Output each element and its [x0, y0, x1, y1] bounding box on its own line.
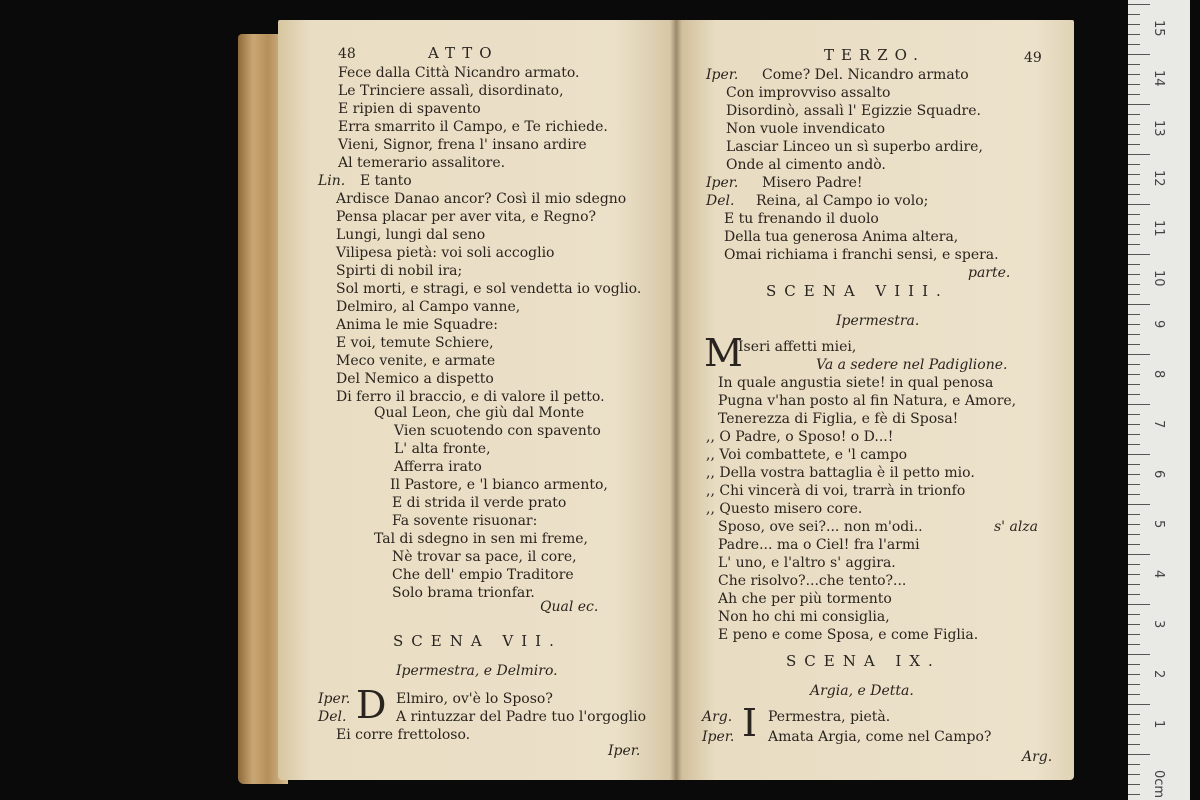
monologue-line: E peno e come Sposa, e come Figlia.	[718, 627, 979, 643]
ruler-tick	[1128, 244, 1140, 245]
stage-direction-rise: s' alza	[994, 519, 1039, 535]
ruler-tick	[1128, 144, 1140, 145]
dialog-line: Misero Padre!	[762, 175, 863, 191]
ruler-tick	[1128, 774, 1140, 775]
speaker-label: Iper.	[706, 67, 739, 83]
ruler-tick	[1128, 464, 1140, 465]
ruler-tick	[1128, 264, 1140, 265]
ruler-tick	[1128, 784, 1140, 785]
ruler-number: 6	[1151, 470, 1166, 479]
speaker-label: Arg.	[702, 709, 733, 725]
ruler-tick	[1128, 594, 1140, 595]
ruler-number: 14	[1151, 70, 1166, 87]
verse-line: Del Nemico a dispetto	[336, 371, 494, 387]
ruler-number: 4	[1151, 570, 1166, 579]
ruler-tick	[1128, 484, 1140, 485]
page-number-right: 49	[1024, 50, 1042, 66]
ruler-tick	[1128, 24, 1140, 25]
drop-cap-m: M	[704, 331, 743, 375]
dialog-line: Amata Argia, come nel Campo?	[768, 729, 992, 745]
left-page	[278, 20, 676, 780]
ruler-number: 11	[1151, 220, 1166, 237]
ruler-number: 3	[1151, 620, 1166, 629]
ruler-number: 9	[1151, 320, 1166, 329]
monologue-line: Tenerezza di Figlia, e fè di Sposa!	[718, 411, 959, 427]
ruler-tick	[1128, 44, 1140, 45]
ruler-tick	[1128, 64, 1140, 65]
verse-line: Meco venite, e armate	[336, 353, 496, 369]
ruler-tick	[1128, 424, 1140, 425]
ruler-tick	[1128, 584, 1140, 585]
ruler-tick	[1128, 284, 1140, 285]
ruler-tick	[1128, 394, 1140, 395]
ruler-tick	[1128, 524, 1140, 525]
aria-line: Il Pastore, e 'l bianco armento,	[390, 477, 608, 493]
ruler-tick	[1128, 54, 1150, 55]
ruler-tick	[1128, 514, 1140, 515]
monologue-line: Ah che per più tormento	[718, 591, 892, 607]
ruler-tick	[1128, 84, 1140, 85]
ruler-tick	[1128, 14, 1140, 15]
ruler-tick	[1128, 694, 1140, 695]
drop-cap-d: D	[356, 683, 387, 727]
verse-line: E voi, temute Schiere,	[336, 335, 494, 351]
ruler-tick	[1128, 624, 1140, 625]
ruler-number: 8	[1151, 370, 1166, 379]
aria-line: Afferra irato	[394, 459, 482, 475]
ruler-number: 5	[1151, 520, 1166, 529]
ruler-tick	[1128, 474, 1140, 475]
ruler-tick	[1128, 564, 1140, 565]
ruler-tick	[1128, 654, 1150, 655]
ruler-tick	[1128, 794, 1140, 795]
aria-line: Nè trovar sa pace, il core,	[392, 549, 577, 565]
ruler-tick	[1128, 674, 1140, 675]
book-gutter	[670, 20, 682, 780]
ruler-tick	[1128, 114, 1140, 115]
speaker-label: Del.	[318, 709, 347, 725]
ruler-tick	[1128, 124, 1140, 125]
monologue-line: ,, O Padre, o Sposo! o D...!	[706, 429, 894, 445]
ruler-number: 12	[1151, 170, 1166, 187]
scene-viii-title: SCENA VIII.	[766, 282, 949, 300]
ruler-tick	[1128, 634, 1140, 635]
scene-vii-title: SCENA VII.	[393, 632, 562, 650]
ruler-number: 13	[1151, 120, 1166, 137]
ruler-tick	[1128, 744, 1140, 745]
ruler-tick	[1128, 404, 1150, 405]
dialog-line: E tu frenando il duolo	[724, 211, 879, 227]
aria-line: Fa sovente risuonar:	[392, 513, 538, 529]
ruler-tick	[1128, 714, 1140, 715]
ruler-tick	[1128, 254, 1150, 255]
verse-line: Fece dalla Città Nicandro armato.	[338, 65, 580, 81]
aria-line: Che dell' empio Traditore	[392, 567, 574, 583]
drop-cap-i: I	[742, 701, 758, 745]
ruler-tick	[1128, 434, 1140, 435]
catchword-left: Iper.	[608, 743, 641, 759]
verse-line: Erra smarrito il Campo, e Te richiede.	[338, 119, 608, 135]
ruler-tick	[1128, 364, 1140, 365]
ruler-tick	[1128, 734, 1140, 735]
speaker-label: Iper.	[702, 729, 735, 745]
scene-ix-title: SCENA IX.	[786, 652, 941, 670]
ruler-tick	[1128, 644, 1140, 645]
ruler-tick	[1128, 724, 1140, 725]
monologue-line: L' uno, e l'altro s' aggira.	[718, 555, 896, 571]
monologue-line: ,, Della vostra battaglia è il petto mio.	[706, 465, 975, 481]
ruler-tick	[1128, 684, 1140, 685]
aria-end: Qual ec.	[540, 599, 599, 615]
aria-line: Solo brama trionfar.	[392, 585, 535, 601]
ruler-tick	[1128, 574, 1140, 575]
ruler-tick	[1128, 104, 1150, 105]
verse-line: Ardisce Danao ancor? Così il mio sdegno	[336, 191, 627, 207]
right-page	[676, 20, 1074, 780]
lin-first-line: E tanto	[360, 173, 412, 189]
ruler-tick	[1128, 344, 1140, 345]
verse-line: Vilipesa pietà: voi soli accoglio	[336, 245, 555, 261]
ruler-tick	[1128, 604, 1150, 605]
ruler-tick	[1128, 294, 1140, 295]
ruler-tick	[1128, 34, 1140, 35]
ruler-tick	[1128, 314, 1140, 315]
verse-line: Delmiro, al Campo vanne,	[336, 299, 521, 315]
verse-line: Al temerario assalitore.	[338, 155, 506, 171]
monologue-line: ,, Voi combattete, e 'l campo	[706, 447, 908, 463]
verse-line: Lungi, lungi dal seno	[336, 227, 486, 243]
aria-line: Tal di sdegno in sen mi freme,	[374, 531, 588, 547]
verse-line: Anima le mie Squadre:	[336, 317, 498, 333]
page-number-left: 48	[338, 46, 356, 62]
verse-line: Pensa placar per aver vita, e Regno?	[336, 209, 596, 225]
dialog-line: Lasciar Linceo un sì superbo ardire,	[726, 139, 983, 155]
dialog-line: Ei corre frettoloso.	[336, 727, 471, 743]
dialog-line: Disordinò, assalì l' Egizzie Squadre.	[726, 103, 981, 119]
ruler-tick	[1128, 194, 1140, 195]
ruler-tick	[1128, 184, 1140, 185]
verse-line: Sol morti, e stragi, e sol vendetta io voglio.	[336, 281, 642, 297]
verse-line: Spirti di nobil ira;	[336, 263, 463, 279]
ruler-tick	[1128, 224, 1140, 225]
dialog-line: Della tua generosa Anima altera,	[724, 229, 959, 245]
ruler-tick	[1128, 74, 1140, 75]
ruler-tick	[1128, 384, 1140, 385]
ruler-tick	[1128, 494, 1140, 495]
stage-direction-sit: Va a sedere nel Padiglione.	[816, 357, 1008, 373]
ruler-tick	[1128, 334, 1140, 335]
monologue-line: ,, Chi vincerà di voi, trarrà in trionfo	[706, 483, 966, 499]
verse-line: E ripien di spavento	[338, 101, 481, 117]
speaker-label: Del.	[706, 193, 735, 209]
dialog-line: Onde al cimento andò.	[726, 157, 886, 173]
monologue-line: Pugna v'han posto al fin Natura, e Amore,	[718, 393, 1017, 409]
ruler-tick	[1128, 204, 1150, 205]
exit-direction: parte.	[968, 265, 1011, 281]
monologue-line: ,, Questo misero core.	[706, 501, 863, 517]
running-head-right: TERZO.	[824, 46, 925, 64]
monologue-line: Che risolvo?...che tento?...	[718, 573, 907, 589]
speaker-lin: Lin.	[318, 173, 346, 189]
ruler-tick	[1128, 454, 1150, 455]
catchword-right: Arg.	[1022, 749, 1053, 765]
ruler-tick	[1128, 134, 1140, 135]
sposo-line: Sposo, ove sei?... non m'odi..	[718, 519, 923, 535]
dialog-line: Come? Del. Nicandro armato	[762, 67, 969, 83]
running-head-left: ATTO	[428, 44, 499, 62]
monologue-line: In quale angustia siete! in qual penosa	[718, 375, 994, 391]
speaker-label: Iper.	[318, 691, 351, 707]
ruler-tick	[1128, 504, 1150, 505]
ruler-number: 10	[1151, 270, 1166, 287]
ruler-tick	[1128, 414, 1140, 415]
dialog-line: Reina, al Campo io volo;	[756, 193, 929, 209]
open-book	[238, 20, 1074, 785]
ruler-tick	[1128, 444, 1140, 445]
dialog-line: Omai richiama i franchi sensi, e spera.	[724, 247, 999, 263]
monologue-line: Padre... ma o Ciel! fra l'armi	[718, 537, 920, 553]
ruler-number: 7	[1151, 420, 1166, 429]
scene-viii-characters: Ipermestra.	[836, 313, 920, 329]
ruler-tick	[1128, 234, 1140, 235]
ruler-tick	[1128, 534, 1140, 535]
ruler-tick	[1128, 614, 1140, 615]
ruler-tick	[1128, 544, 1140, 545]
ruler-tick	[1128, 94, 1140, 95]
ruler-tick	[1128, 4, 1150, 5]
ruler-tick	[1128, 764, 1140, 765]
dialog-line: Non vuole invendicato	[726, 121, 886, 137]
ruler-tick	[1128, 154, 1150, 155]
monologue-line: Non ho chi mi consiglia,	[718, 609, 890, 625]
ruler-tick	[1128, 554, 1150, 555]
ruler-number: 0cm	[1151, 770, 1166, 799]
measurement-ruler	[1128, 0, 1190, 800]
verse-line: Le Trinciere assalì, disordinato,	[338, 83, 564, 99]
ruler-tick	[1128, 754, 1150, 755]
verse-line: Vieni, Signor, frena l' insano ardire	[338, 137, 587, 153]
ruler-tick	[1128, 664, 1140, 665]
aria-line: L' alta fronte,	[394, 441, 491, 457]
scene-ix-characters: Argia, e Detta.	[810, 683, 914, 699]
ruler-tick	[1128, 374, 1140, 375]
dialog-line: Permestra, pietà.	[768, 709, 891, 725]
ruler-number: 15	[1151, 20, 1166, 37]
ruler-tick	[1128, 174, 1140, 175]
ruler-tick	[1128, 354, 1150, 355]
ruler-tick	[1128, 324, 1140, 325]
ruler-tick	[1128, 164, 1140, 165]
dialog-line: Elmiro, ov'è lo Sposo?	[396, 691, 553, 707]
ruler-tick	[1128, 704, 1150, 705]
aria-line: Qual Leon, che giù dal Monte	[374, 405, 585, 421]
verse-line: Di ferro il braccio, e di valore il petto.	[336, 389, 605, 405]
ruler-number: 2	[1151, 670, 1166, 679]
monologue-first-line: Iseri affetti miei,	[738, 339, 857, 355]
dialog-line: Con improvviso assalto	[726, 85, 891, 101]
ruler-tick	[1128, 274, 1140, 275]
speaker-label: Iper.	[706, 175, 739, 191]
ruler-tick	[1128, 214, 1140, 215]
scene-vii-characters: Ipermestra, e Delmiro.	[396, 663, 558, 679]
ruler-number: 1	[1151, 720, 1166, 729]
ruler-tick	[1128, 304, 1150, 305]
aria-line: E di strida il verde prato	[392, 495, 567, 511]
dialog-line: A rintuzzar del Padre tuo l'orgoglio	[396, 709, 647, 725]
aria-line: Vien scuotendo con spavento	[394, 423, 601, 439]
